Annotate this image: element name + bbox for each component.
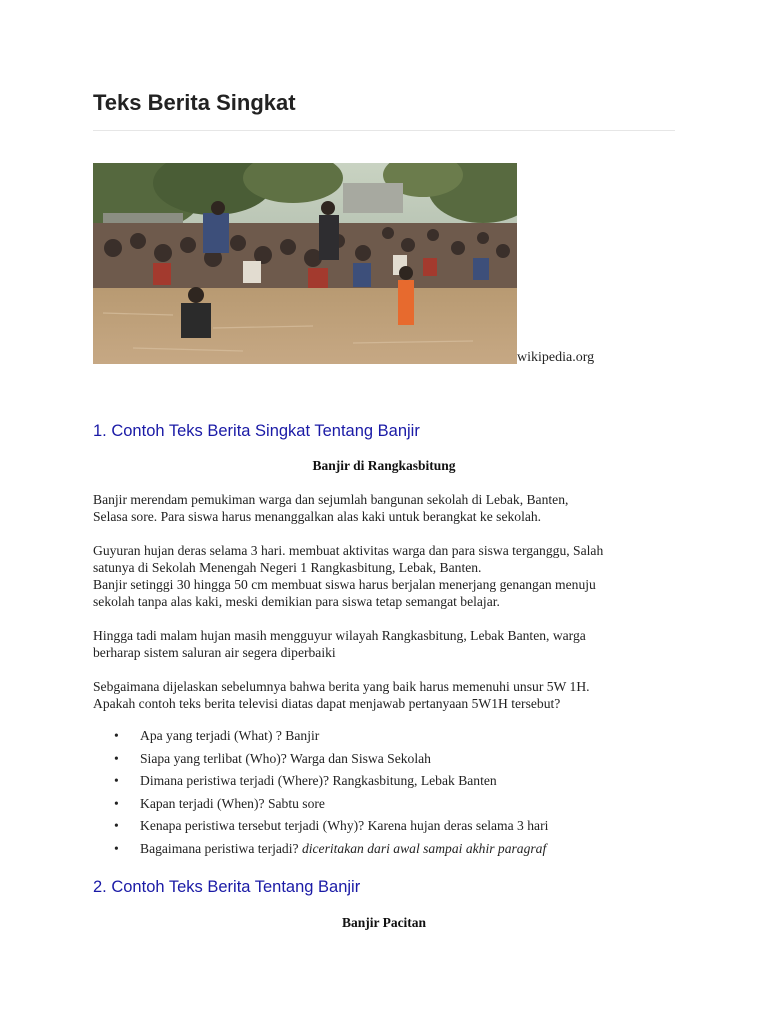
paragraph-line: Sebgaimana dijelaskan sebelumnya bahwa berita yang baik harus memenuhi unsur 5W 1H. bbox=[93, 679, 590, 694]
bullet-icon: • bbox=[114, 728, 119, 743]
paragraph-line: berharap sistem saluran air segera diperbaiki bbox=[93, 645, 336, 660]
list-item-text: Apa yang terjadi (What) ? Banjir bbox=[140, 728, 320, 743]
list-item-text: Kapan terjadi (When)? Sabtu sore bbox=[140, 795, 325, 811]
list-item-text: Siapa yang terlibat (Who)? Warga dan Siswa Sekolah bbox=[140, 750, 431, 766]
list-item bbox=[93, 840, 548, 863]
section-1-news-title: Banjir di Rangkasbitung bbox=[312, 458, 456, 473]
title-divider bbox=[93, 130, 675, 131]
bullet-icon: • bbox=[114, 750, 119, 766]
bullet-icon: • bbox=[114, 795, 119, 811]
bullet-icon: • bbox=[114, 818, 119, 834]
list-item bbox=[93, 795, 548, 818]
list-item bbox=[93, 772, 548, 795]
list-item bbox=[93, 750, 548, 773]
section-2-heading: 2. Contoh Teks Berita Tentang Banjir bbox=[93, 878, 361, 896]
list-item-text: Bagaimana peristiwa terjadi? bbox=[140, 840, 302, 856]
flood-photo bbox=[93, 163, 517, 364]
paragraph-line: Banjir merendam pemukiman warga dan sejumlah bangunan sekolah di Lebak, Banten, bbox=[93, 492, 569, 507]
list-item bbox=[93, 727, 548, 750]
bullet-icon: • bbox=[114, 840, 119, 856]
bullet-icon: • bbox=[114, 773, 119, 789]
image-credit: wikipedia.org bbox=[517, 350, 595, 365]
paragraph-line: Selasa sore. Para siswa harus menanggalkan alas kaki untuk berangkat ke sekolah. bbox=[93, 509, 542, 524]
list-item-text: Dimana peristiwa terjadi (Where)? Rangkasbitung, Lebak Banten bbox=[140, 773, 497, 789]
section-1-paragraph-1 bbox=[93, 491, 683, 525]
paragraph-line: Apakah contoh teks berita televisi diatas dapat menjawab pertanyaan 5W1H tersebut? bbox=[93, 696, 561, 711]
section-1-paragraph-3 bbox=[93, 627, 683, 661]
paragraph-line: Hingga tadi malam hujan masih mengguyur wilayah Rangkasbitung, Lebak Banten, warga bbox=[93, 628, 586, 643]
paragraph-line: Guyuran hujan deras selama 3 hari. membuat aktivitas warga dan para siswa terganggu, Salah bbox=[93, 543, 604, 558]
paragraph-line: satunya di Sekolah Menengah Negeri 1 Rangkasbitung, Lebak, Banten. bbox=[93, 560, 482, 575]
section-1-heading: 1. Contoh Teks Berita Singkat Tentang Banjir bbox=[93, 422, 420, 440]
section-1-paragraph-2 bbox=[93, 542, 683, 610]
section-2-news-title: Banjir Pacitan bbox=[341, 915, 427, 930]
paragraph-line: sekolah tanpa alas kaki, meski demikian para siswa tetap semangat belajar. bbox=[93, 594, 500, 609]
section-1-paragraph-4 bbox=[93, 678, 683, 712]
5w1h-list bbox=[93, 727, 548, 863]
list-item-answer-italic: diceritakan dari awal sampai akhir paragraf bbox=[301, 840, 547, 856]
list-item bbox=[93, 817, 548, 840]
list-item-text: Kenapa peristiwa tersebut terjadi (Why)? Karena hujan deras selama 3 hari bbox=[140, 818, 549, 834]
paragraph-line: Banjir setinggi 30 hingga 50 cm membuat siswa harus berjalan menerjang genangan menuju bbox=[93, 577, 596, 592]
page-title: Teks Berita Singkat bbox=[93, 90, 296, 115]
